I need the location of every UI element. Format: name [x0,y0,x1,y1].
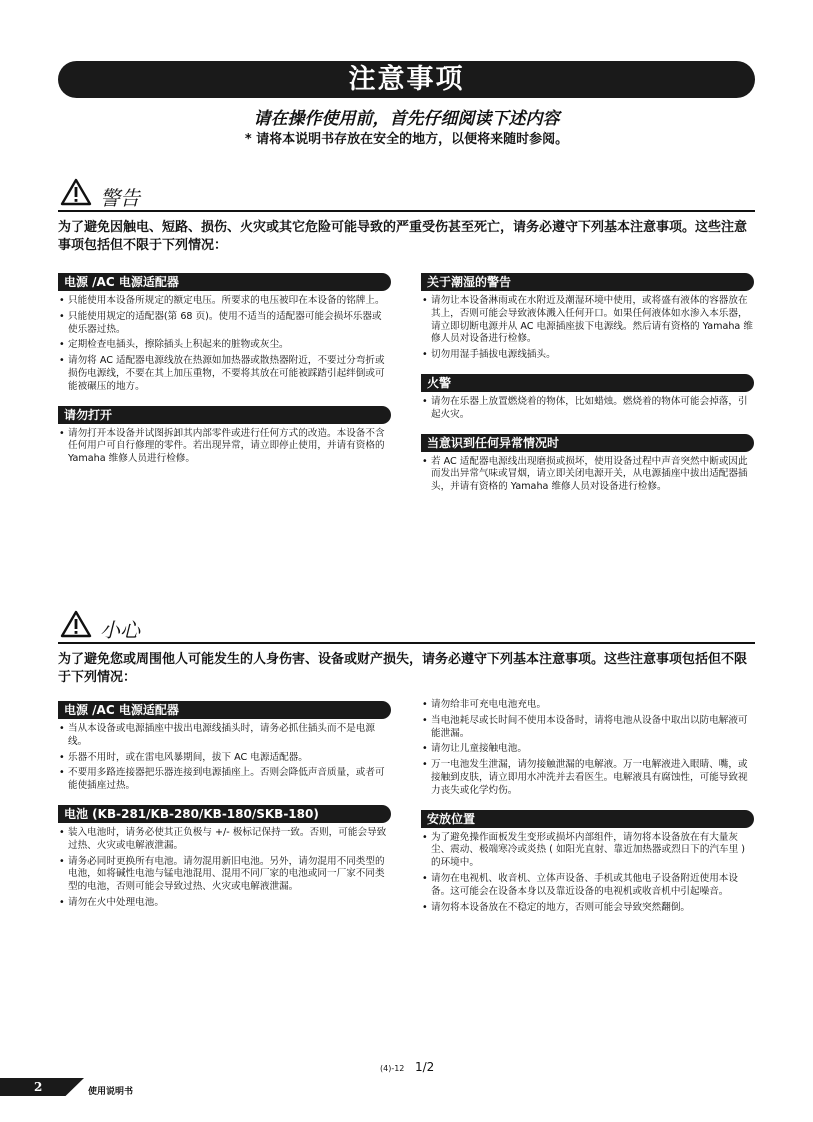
do-not-open-list [58,428,391,466]
section-header-location: 安放位置 [421,810,754,828]
warning-triangle-icon [60,178,92,206]
caution-intro: 为了避免您或周围他人可能发生的人身伤害、设备或财产损失，请务必遵守下列基本注意事项。这些注意事项包括但不限于下列情况： [58,652,748,685]
section-header-abnormal: 当意识到任何异常情况时 [421,434,754,452]
power-caution-list [58,723,391,793]
caution-triangle-icon [60,610,92,638]
page-subtitle: 请在操作使用前，首先仔细阅读下述内容 [253,109,560,129]
list-item: • 只能使用本设备所规定的额定电压。所要求的电压被印在本设备的铭牌上。 [58,295,391,308]
location-caution-list [421,832,754,915]
list-item: • 装入电池时，请务必使其正负极与 +/- 极标记保持一致。否则，可能会导致过热、火灾或电解液泄漏。 [58,827,391,853]
list-item: • 若 AC 适配器电源线出现磨损或损坏，使用设备过程中声音突然中断或因此而发出异常气味或冒烟，请立即关闭电源开关，从电源插座中拔出适配器插头，并请有资格的 Yamaha 维修人员对设备进行检修。 [421,456,754,494]
list-item: • 当电池耗尽或长时间不使用本设备时，请将电池从设备中取出以防电解液可能泄漏。 [421,715,754,741]
list-item: • 当从本设备或电源插座中拔出电源线插头时，请务必抓住插头而不是电源线。 [58,723,391,749]
battery-caution-list-continued [421,699,754,798]
list-item: • 请勿在火中处理电池。 [58,897,391,910]
list-item: • 只能使用规定的适配器(第 68 页)。使用不适当的适配器可能会损坏乐器或使乐器过热。 [58,311,391,337]
caution-title: 小心 [100,618,140,642]
section-header-fire: 火警 [421,374,754,392]
page-code: (4)-12 [380,1064,405,1073]
section-header-power: 电源 /AC 电源适配器 [58,273,391,291]
page-number: 2 [34,1080,43,1094]
caution-right-column [421,699,754,917]
list-item: • 请勿将 AC 适配器电源线放在热源如加热器或散热器附近，不要过分弯折或损伤电源线，不要在其上加压重物，不要将其放在可能被踩踏引起绊倒或可能被碾压的地方。 [58,355,391,393]
warning-left-column [58,273,391,469]
section-header-water: 关于潮湿的警告 [421,273,754,291]
caution-left-column [58,701,391,913]
section-header-do-not-open: 请勿打开 [58,406,391,424]
battery-caution-list [58,827,391,910]
list-item: • 为了避免操作面板发生变形或损坏内部组件，请勿将本设备放在有大量灰尘、震动、极端寒冷或炎热 ( 如阳光直射、靠近加热器或烈日下的汽车里 ) 的环境中。 [421,832,754,870]
section-header-battery: 电池 (KB-281/KB-280/KB-180/SKB-180) [58,805,391,823]
list-item: • 请务必同时更换所有电池。请勿混用新旧电池。另外，请勿混用不同类型的电池，如将碱性电池与锰电池混用、混用不同厂家的电池或同一厂家不同类型的电池，否则可能会导致过热、火灾或电解液泄漏。 [58,856,391,894]
caution-heading [58,608,755,644]
list-item: • 请勿让本设备淋雨或在水附近及潮湿环境中使用，或将盛有液体的容器放在其上，否则可能会导致液体溅入任何开口。如果任何液体如水渗入本乐器，请立即切断电源并从 AC 电源插座拔下电源线。然后请有资格的 Yamaha 维修人员对设备进行检修。 [421,295,754,346]
fire-warning-list [421,396,754,422]
list-item: • 不要用多路连接器把乐器连接到电源插座上。否则会降低声音质量，或者可能使插座过热。 [58,767,391,793]
water-warning-list [421,295,754,362]
storage-note: * 请将本说明书存放在安全的地方，以便将来随时参阅。 [244,132,569,147]
section-header-power-caution: 电源 /AC 电源适配器 [58,701,391,719]
list-item: • 请勿在电视机、收音机、立体声设备、手机或其他电子设备附近使用本设备。这可能会在设备本身以及靠近设备的电视机或收音机中引起噪音。 [421,873,754,899]
manual-label: 使用说明书 [88,1087,134,1097]
page-fraction: 1/2 [415,1060,435,1074]
warning-title: 警告 [100,186,140,210]
page-title: 注意事项 [58,61,755,98]
list-item: • 乐器不用时，或在雷电风暴期间，拔下 AC 电源适配器。 [58,752,391,765]
list-item: • 请勿让儿童接触电池。 [421,743,754,756]
power-warning-list [58,295,391,394]
list-item: • 请勿在乐器上放置燃烧着的物体，比如蜡烛。燃烧着的物体可能会掉落，引起火灾。 [421,396,754,422]
warning-heading [58,176,755,212]
list-item: • 请勿打开本设备并试图拆卸其内部零件或进行任何方式的改造。本设备不含任何用户可自行修理的零件。若出现异常，请立即停止使用，并请有资格的 Yamaha 维修人员进行检修。 [58,428,391,466]
list-item: • 请勿将本设备放在不稳定的地方，否则可能会导致突然翻倒。 [421,902,754,915]
warning-intro: 为了避免因触电、短路、损伤、火灾或其它危险可能导致的严重受伤甚至死亡，请务必遵守下列基本注意事项。这些注意事项包括但不限于下列情况： [58,220,748,253]
list-item: • 万一电池发生泄漏，请勿接触泄漏的电解液。万一电解液进入眼睛、嘴，或接触到皮肤，请立即用水冲洗并去看医生。电解液具有腐蚀性，可能导致视力丧失或化学灼伤。 [421,759,754,797]
list-item: • 请勿给非可充电电池充电。 [421,699,754,712]
abnormal-warning-list [421,456,754,494]
list-item: • 切勿用湿手插拔电源线插头。 [421,349,754,362]
warning-right-column [421,273,754,497]
list-item: • 定期检查电插头，擦除插头上积起来的脏物或灰尘。 [58,339,391,352]
